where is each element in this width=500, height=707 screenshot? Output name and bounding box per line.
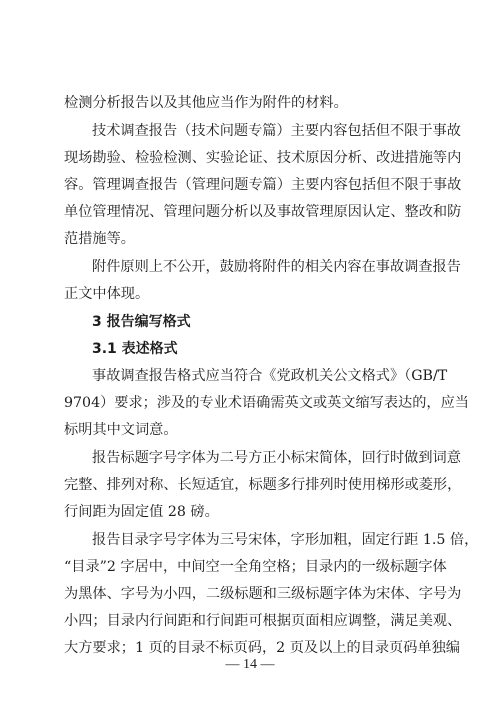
body-line: 附件原则上不公开，鼓励将附件的相关内容在事故调查报告 [92,259,461,275]
body-line: 小四；目录内行间距和行间距可根据页面相应调整，满足美观、 [64,613,462,629]
body-line: 为黑体、字号为小四，二级标题和三级标题字体为宋体、字号为 [64,586,462,602]
body-line: 单位管理情况、管理问题分析以及事故管理原因认定、整改和防 [64,204,462,220]
body-line: 事故调查报告格式应当符合《党政机关公文格式》（GB/T [92,368,448,384]
body-line: 报告目录字号字体为三号宋体，字形加粗，固定行距 1.5 倍， [92,532,479,548]
body-line: 容。管理调查报告（管理问题专篇）主要内容包括但不限于事故 [64,177,462,193]
body-line: 报告标题字号字体为二号方正小标宋简体，回行时做到词意 [92,450,461,466]
body-line: 完整、排列对称、长短适宜，标题多行排列时使用梯形或菱形， [64,477,462,493]
section-heading: 3 报告编写格式 [92,314,191,330]
body-line: 技术调查报告（技术问题专篇）主要内容包括但不限于事故 [92,123,461,139]
body-line: 大方要求；1 页的目录不标页码，2 页及以上的目录页码单独编 [64,640,460,656]
body-line: 范措施等。 [64,231,135,247]
body-line: 检测分析报告以及其他应当作为附件的材料。 [64,95,348,111]
body-line: 现场勘验、检验检测、实验论证、技术原因分析、改进措施等内 [64,150,462,166]
body-line: “目录”2 字居中，中间空一全角空格；目录内的一级标题字体 [64,559,447,575]
body-line: 行间距为固定值 28 磅。 [64,504,219,520]
body-line: 9704）要求；涉及的专业术语确需英文或英文缩写表达的，应当 [64,395,469,411]
body-line: 标明其中文词意。 [64,422,178,438]
body-line: 正文中体现。 [64,286,150,302]
page-number: — 14 — [225,657,275,672]
subsection-heading: 3.1 表述格式 [92,341,178,357]
